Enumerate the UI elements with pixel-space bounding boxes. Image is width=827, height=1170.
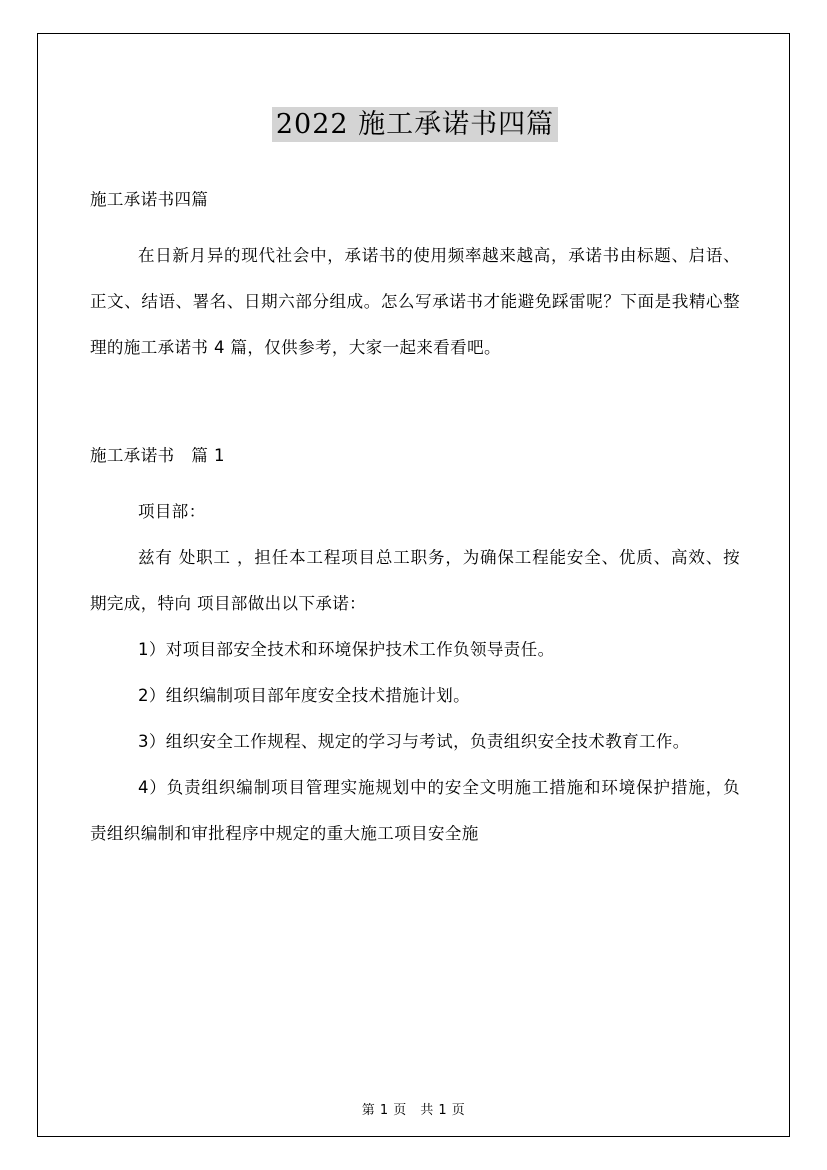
spacer [90,371,740,433]
paragraph-subtitle: 施工承诺书四篇 [90,190,209,209]
paragraph-list-item-2: 2）组织编制项目部年度安全技术措施计划。 [138,686,470,705]
paragraph-intro: 在日新月异的现代社会中，承诺书的使用频率越来越高，承诺书由标题、启语、正文、结语、署名、日期六部分组成。怎么写承诺书才能避免踩雷呢？下面是我精心整理的施工承诺书 4 篇，仅供参考，大家一起来看看吧。 [90,246,740,357]
paragraph-addressee: 项目部： [138,502,206,521]
page-title-text: 2022 施工承诺书四篇 [272,107,558,142]
page-title [90,102,740,141]
page-footer: 第 1 页 共 1 页 [361,1103,466,1118]
spacer [90,141,740,177]
page-content [90,80,740,857]
paragraph-list-item-3: 3）组织安全工作规程、规定的学习与考试，负责组织安全技术教育工作。 [138,732,690,751]
spacer [90,479,740,489]
paragraph-list-item-1: 1）对项目部安全技术和环境保护技术工作负领导责任。 [138,640,555,659]
paragraph-list-item-4: 4）负责组织编制项目管理实施规划中的安全文明施工措施和环境保护措施，负责组织编制和审批程序中规定的重大施工项目安全施 [90,778,740,843]
spacer [90,223,740,233]
paragraph-section-heading: 施工承诺书 篇 1 [90,446,225,465]
paragraph-body: 兹有 处职工 ，担任本工程项目总工职务，为确保工程能安全、优质、高效、按期完成，特向 项目部做出以下承诺： [90,548,740,613]
